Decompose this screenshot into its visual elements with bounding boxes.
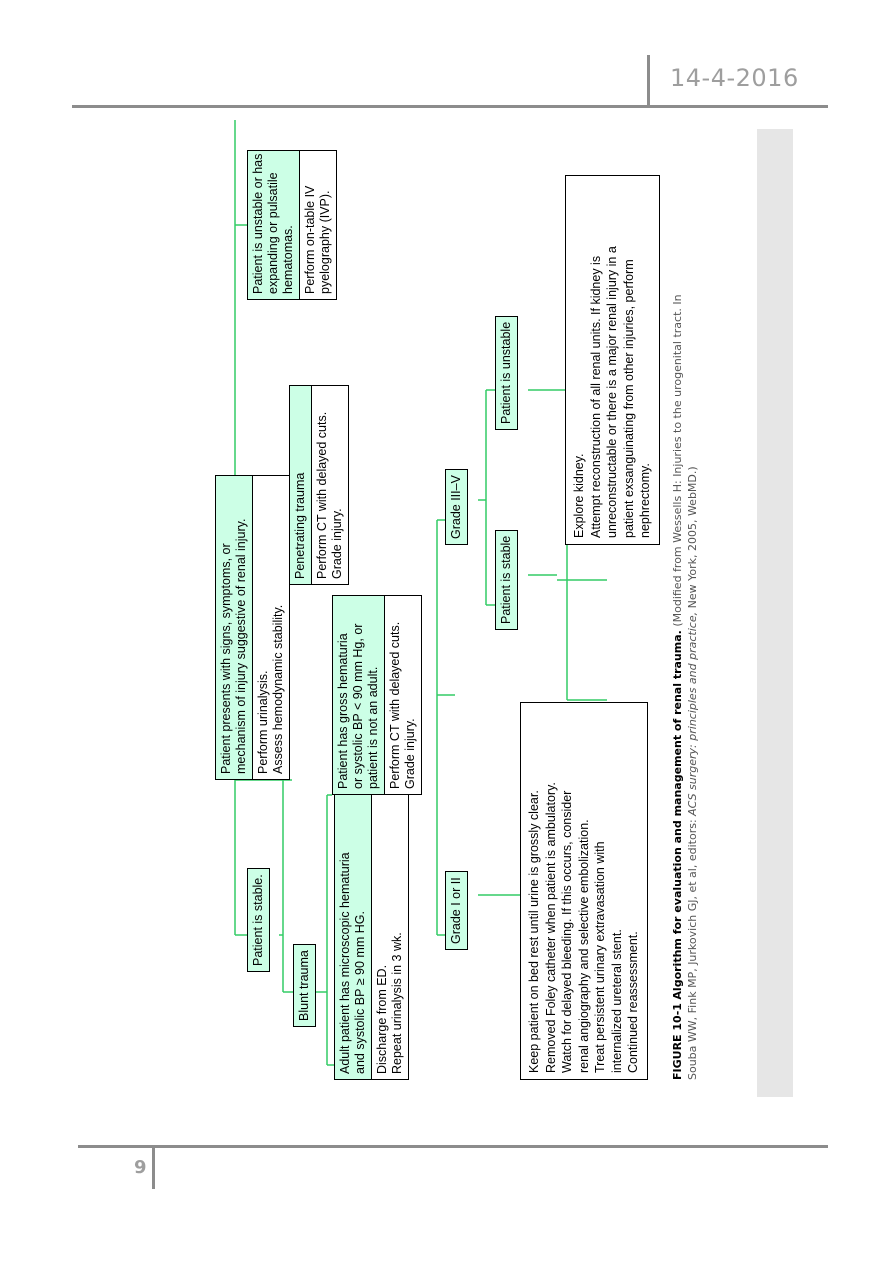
patient-stable-box: Patient is stable xyxy=(495,530,518,630)
caption-title: Algorithm for evaluation and management of renal trauma. xyxy=(671,630,684,1000)
page-date: 14-4-2016 xyxy=(670,64,799,92)
footer-rule xyxy=(78,1145,828,1148)
microscopic-hematuria-box: Adult patient has microscopic hematuria and systolic BP ≥ 90 mm HG. Discharge from ED. Repeat urinalysis in 3 wk. xyxy=(334,790,409,1080)
figure-caption xyxy=(670,130,700,1080)
blunt-trauma-box: Blunt trauma xyxy=(293,944,316,1027)
unstable-box: Patient is unstable or has expanding or pulsatile hematomas. Perform on-table IV pyelography (IVP). xyxy=(247,150,337,300)
caption-source: (Modified from Wessells H: Injuries to the urogenital tract. In xyxy=(671,294,684,627)
gross-hematuria-box: Patient has gross hematuria or systolic BP < 90 mm Hg, or patient is not an adult. Perform CT with delayed cuts. Grade injury. xyxy=(332,595,422,795)
grade-low-box: Grade I or II xyxy=(445,871,468,950)
caption-authors: Souba WW, Fink MP, Jurkovich GJ, et al, editors: xyxy=(686,819,699,1080)
caption-publisher: New York, 2005, WebMD.) xyxy=(686,466,699,609)
grade-high-box: Grade III–V xyxy=(445,469,468,545)
footer-divider xyxy=(152,1145,155,1189)
explore-kidney-box: Explore kidney. Attempt reconstruction of all renal units. If kidney is unreconstructable or there is a major renal injury in a patient exsanguinating from other injuries, perform nephrectomy. xyxy=(565,175,660,545)
start-box: Patient presents with signs, symptoms, or mechanism of injury suggestive of renal injury. Perform urinalysis. Assess hemodynamic stability. xyxy=(215,475,290,780)
penetrating-trauma-box: Penetrating trauma Perform CT with delayed cuts. Grade injury. xyxy=(289,385,349,585)
page-number: 9 xyxy=(134,1157,147,1178)
management-box: Keep patient on bed rest until urine is grossly clear. Removed Foley catheter when patient is ambulatory. Watch for delayed bleeding. If this occurs, consider renal angiography and selective embolization. Treat persistent urinary extravasation with internalized ureteral stent. Continued reassessment. xyxy=(520,702,648,1080)
figure-rotated xyxy=(215,100,775,1080)
caption-label: FIGURE 10-1 xyxy=(671,1003,684,1080)
patient-unstable-box: Patient is unstable xyxy=(495,316,518,430)
caption-book: ACS surgery: principles and practice, xyxy=(686,611,699,816)
stable-box: Patient is stable. xyxy=(247,868,270,972)
